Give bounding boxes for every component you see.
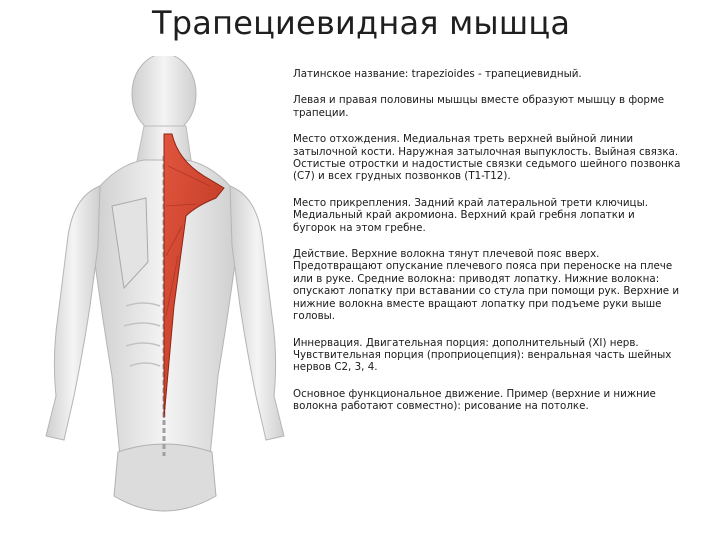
left-arm-shape (46, 186, 100, 440)
innervation-paragraph: Иннервация. Двигательная порция: дополнительный (XI) нерв. Чувствительная порция (проприоцепция): венральная часть шейных нервов C2, 3, 4. (293, 336, 672, 374)
right-arm-shape (230, 186, 284, 440)
description-column (293, 68, 713, 427)
anatomy-back-illustration (40, 56, 290, 536)
insertion-paragraph: Место прикрепления. Задний край латеральной трети ключицы. Медиальный край акромиона. Верхний край гребня лопатки и бугорок на этом гребне. (293, 196, 648, 234)
latin-name-paragraph: Латинское название: trapezioides - трапециевидный. (293, 68, 582, 80)
functional-movement-paragraph: Основное функциональное движение. Пример (верхние и нижние волокна работают совместно): рисование на потолке. (293, 387, 656, 413)
head-shape (132, 56, 196, 134)
page-title: Трапециевидная мышца (152, 4, 571, 42)
action-paragraph: Действие. Верхние волокна тянут плечевой пояс вверх. Предотвращают опускание плечевого пояса при переноске на плече или в руке. Средние волокна: приводят лопатку. Нижние волокна: опускают лопатку при вставании со стула при помощи рук. Верхние и нижние волокна вместе вращают лопатку при подъеме руки выше головы. (293, 248, 680, 323)
origin-paragraph: Место отхождения. Медиальная треть верхней выйной линии затылочной кости. Наружная затылочная выпуклость. Выйная связка. Остистые отростки и надостистые связки седьмого шейного позвонка (C7) и всех грудных позвонков (T1-T12). (293, 133, 681, 183)
shape-paragraph: Левая и правая половины мышцы вместе образуют мышцу в форме трапеции. (293, 94, 665, 119)
